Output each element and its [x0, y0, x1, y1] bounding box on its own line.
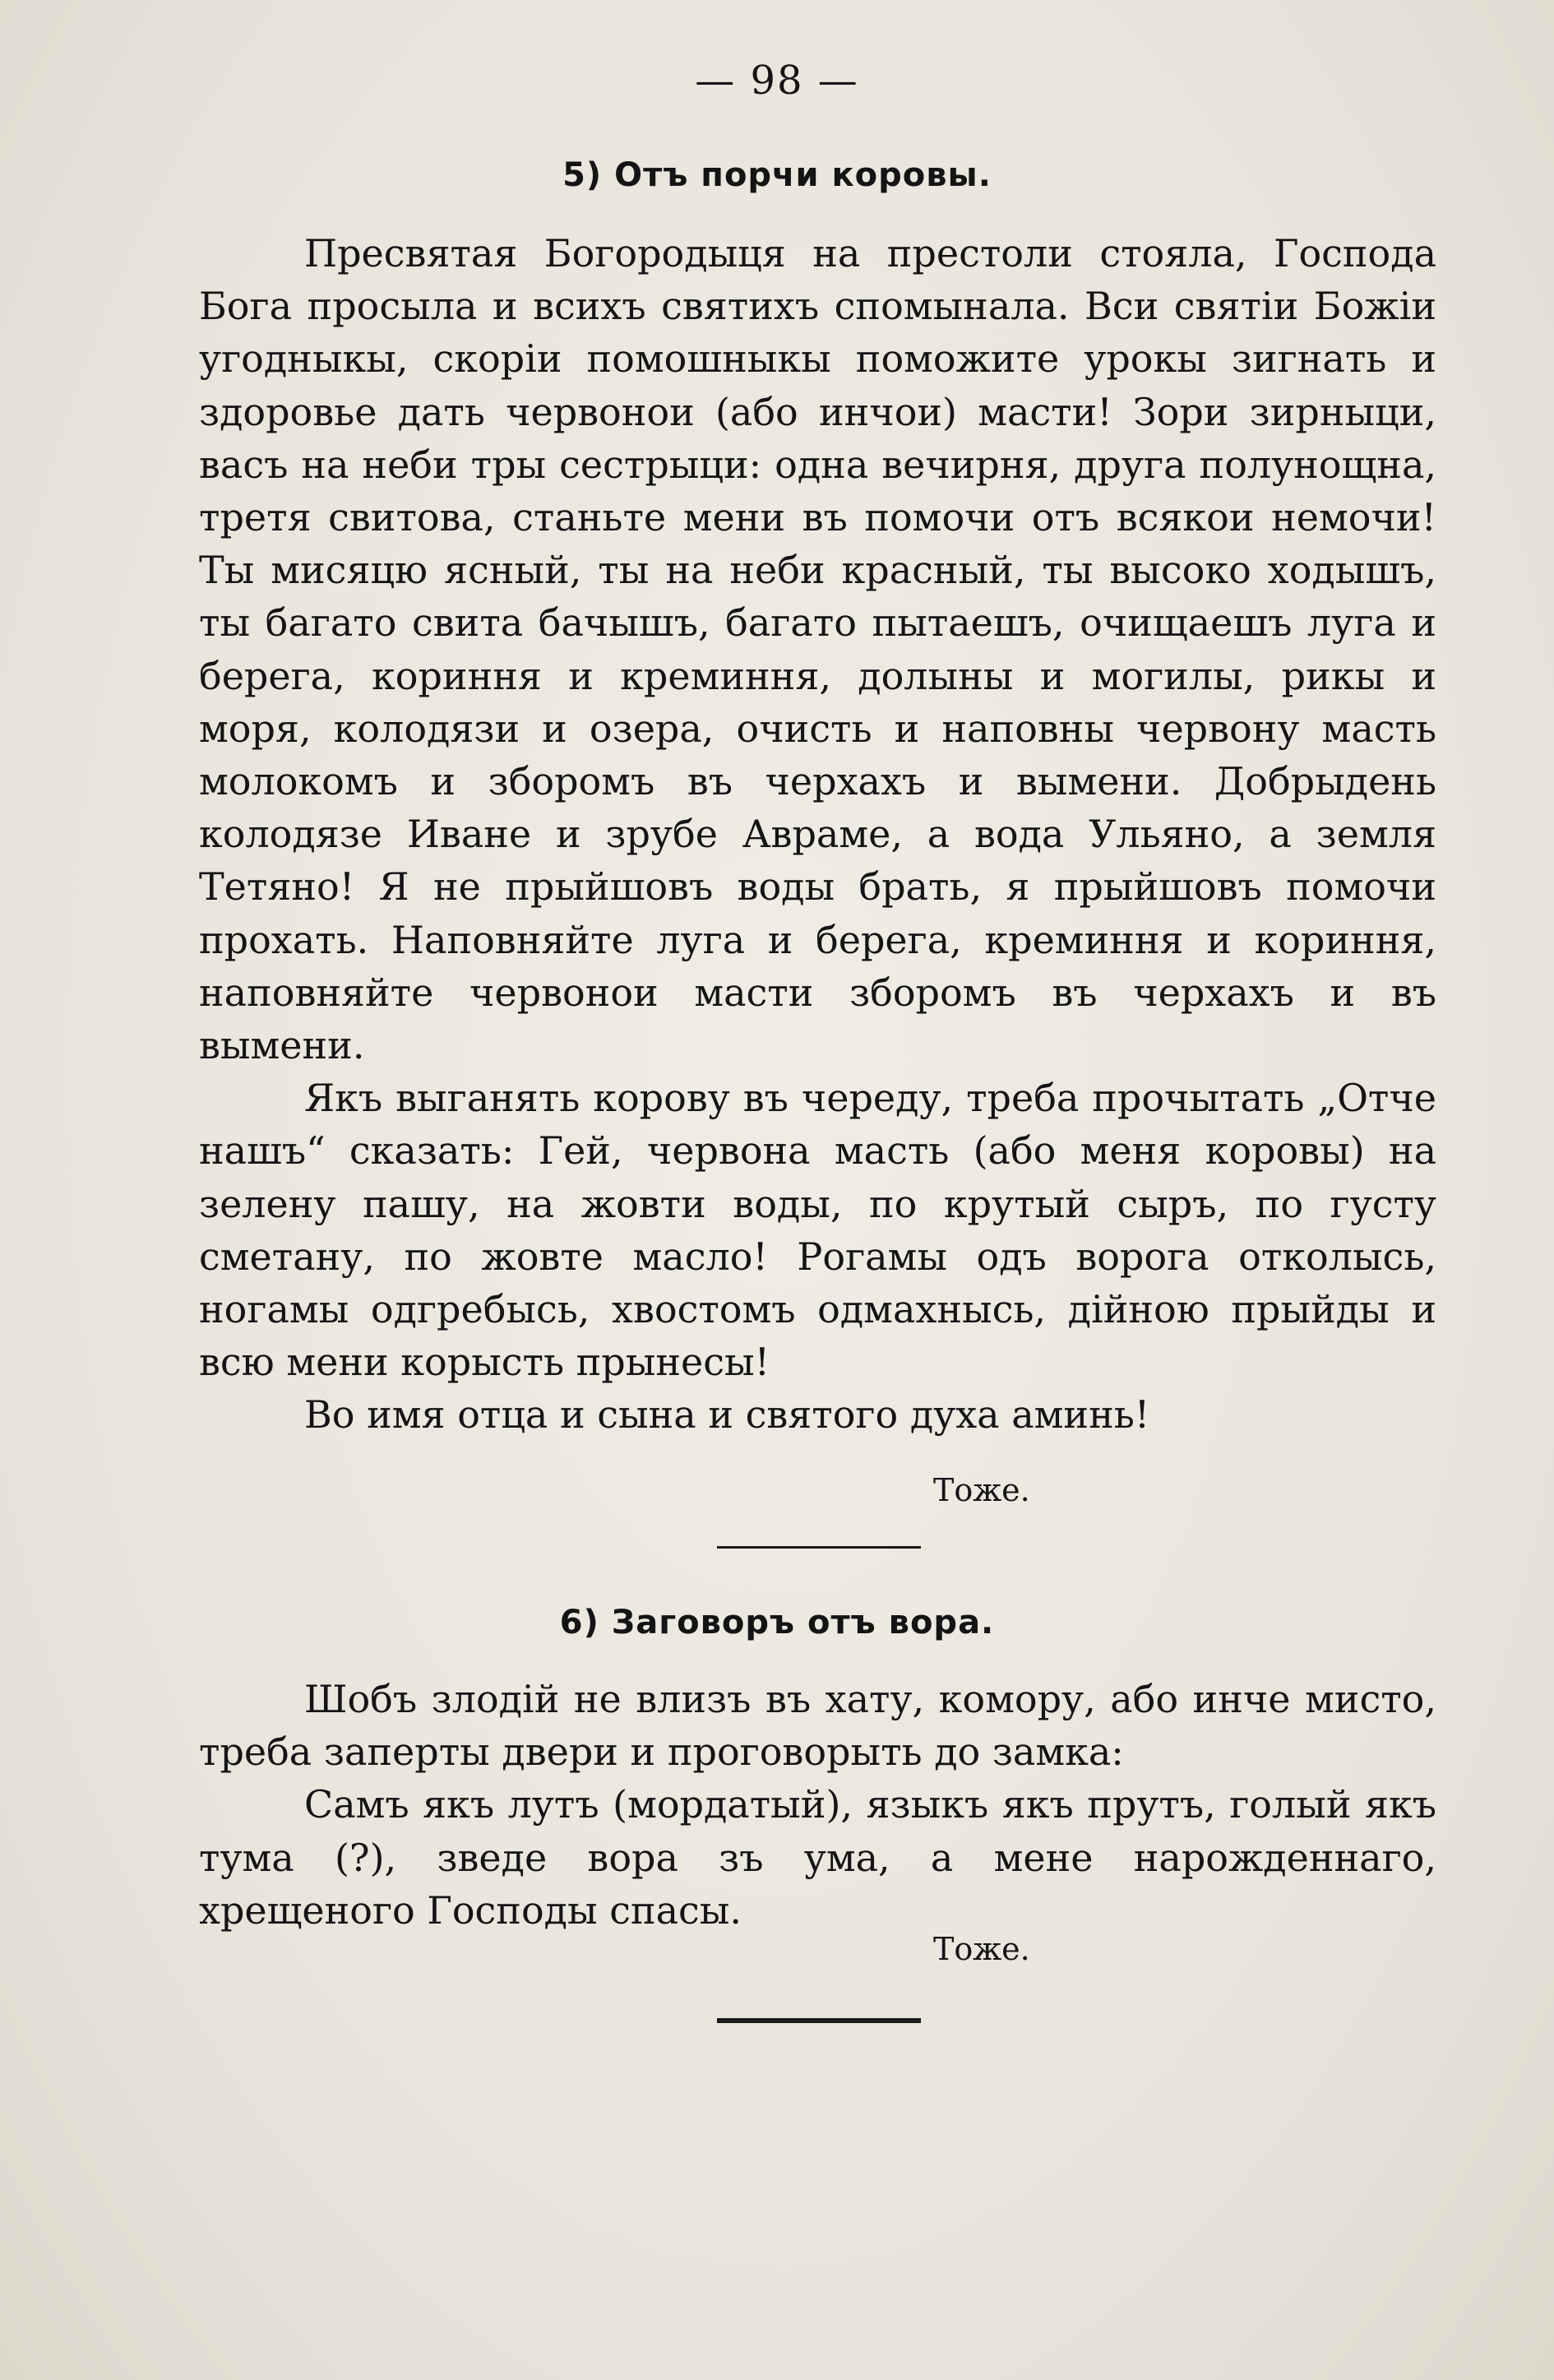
section-heading-spoilage-of-cow: 5) Отъ порчи коровы.	[562, 156, 992, 194]
section-body-spoilage-of-cow	[199, 227, 1436, 1442]
paragraph: Самъ якъ лутъ (мордатый), языкъ якъ прутъ, голый якъ тума (?), зведе вора зъ ума, а мене нарожденнаго, хрещеного Господы спасы.	[199, 1782, 1436, 1933]
source-note: Тоже.	[933, 1931, 1030, 1967]
section-divider	[717, 2018, 921, 2023]
section-body-charm-against-thief	[199, 1673, 1436, 1937]
section-divider	[717, 1546, 921, 1549]
source-note: Тоже.	[933, 1472, 1030, 1508]
paragraph: Шобъ злодiй не влизъ въ хату, комору, або инче мисто, треба заперты двери и проговорыть до замка:	[199, 1677, 1436, 1775]
section-heading-charm-against-thief: 6) Заговоръ отъ вора.	[559, 1604, 995, 1641]
page-number: — 98 —	[695, 58, 859, 104]
paragraph: Пресвятая Богородыця на престоли стояла, Господа Бога просыла и всихъ святихъ спомынала. Вси святiи Божiи угодныкы, скорiи помошныкы поможите урокы зигнать и здоровье дать червонои (або инчои) масти! Зори зирныци, васъ на неби тры сестрыци: одна вечирня, друга полунощна, третя свитова, станьте мени въ помочи отъ всякои немочи! Ты мисяцю ясный, ты на неби красный, ты высоко ходышъ, ты багато свита бачышъ, багато пытаешъ, очищаешъ луга и берега, кориння и креминня, долыны и могилы, рикы и моря, колодязи и озера, очисть и наповны червону масть молокомъ и зборомъ въ черхахъ и вымени. Добрыдень колодязе Иване и зрубе Авраме, а вода Ульяно, а земля Тетяно! Я не прыйшовъ воды брать, я прыйшовъ помочи прохать. Наповняйте луга и берега, креминня и кориння, наповняйте червонои масти зборомъ въ черхахъ и въ вымени.	[199, 231, 1436, 1068]
paragraph: Во имя отца и сына и святого духа аминь!	[304, 1392, 1150, 1438]
paragraph: Якъ выганять корову въ череду, треба прочытать „Отче нашъ“ сказать: Гей, червона масть (або меня коровы) на зелену пашу, на жовти воды, по крутый сыръ, по густу сметану, по жовте масло! Рогамы одъ ворога отколысь, ногамы одгребысь, хвостомъ одмахнысь, дiйною прыйды и всю мени корысть прынесы!	[199, 1076, 1436, 1385]
